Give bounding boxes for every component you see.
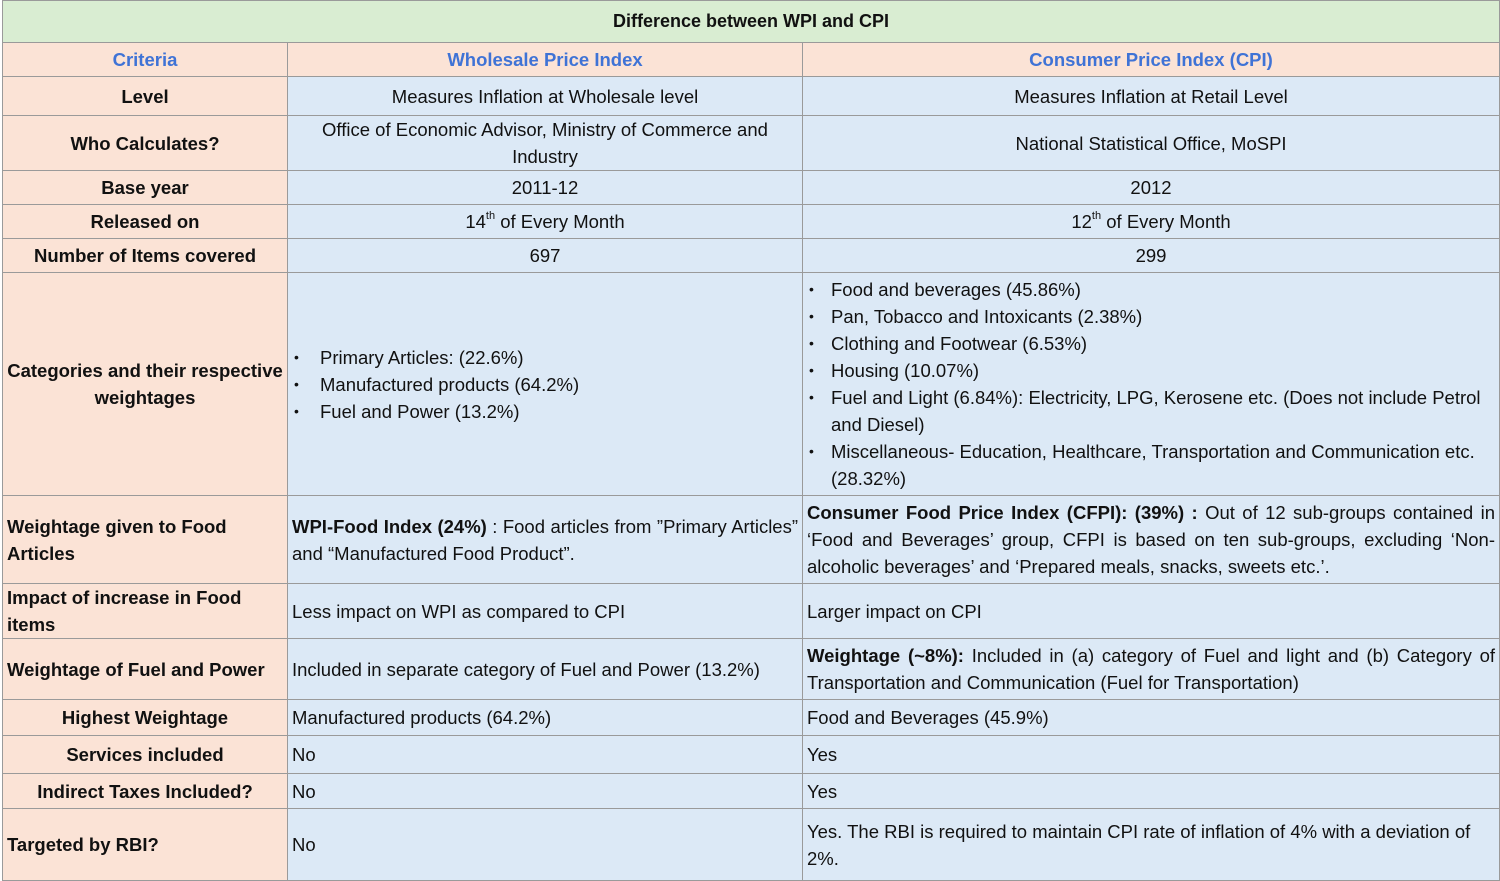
cpi-food [803, 496, 1500, 584]
row-services [3, 736, 1500, 774]
criteria-food: Weightage given to Food Articles [3, 496, 288, 584]
cpi-base-year: 2012 [803, 171, 1500, 205]
header-wpi: Wholesale Price Index [288, 43, 803, 77]
wpi-services: No [288, 736, 803, 774]
wpi-released-day: 14 [465, 211, 486, 232]
wpi-released-suffix: th [485, 209, 496, 222]
wpi-taxes: No [288, 774, 803, 809]
cpi-fuel [803, 639, 1500, 700]
cpi-released-text: of Every Month [1101, 211, 1231, 232]
list-item: • Clothing and Footwear (6.53%) [807, 330, 1495, 357]
wpi-base-year: 2011-12 [288, 171, 803, 205]
cpi-level: Measures Inflation at Retail Level [803, 77, 1500, 116]
list-item: • Food and beverages (45.86%) [807, 276, 1495, 303]
cpi-food-label: Consumer Food Price Index (CFPI): (39%) : [807, 502, 1198, 523]
wpi-food [288, 496, 803, 584]
list-item: • Housing (10.07%) [807, 357, 1495, 384]
criteria-items: Number of Items covered [3, 239, 288, 273]
wpi-category-list [292, 344, 798, 425]
header-cpi: Consumer Price Index (CPI) [803, 43, 1500, 77]
list-item: • Primary Articles: (22.6%) [292, 344, 798, 371]
wpi-food-text: : Food articles from ”Primary Articles” and “Manufactured Food Product”. [292, 515, 799, 564]
row-categories [3, 273, 1500, 496]
criteria-highest: Highest Weightage [3, 700, 288, 736]
criteria-impact: Impact of increase in Food items [3, 584, 288, 639]
wpi-food-label: WPI-Food Index (24%) [292, 515, 487, 537]
row-released [3, 205, 1500, 239]
cpi-impact: Larger impact on CPI [803, 584, 1500, 639]
header-row [3, 43, 1500, 77]
wpi-impact: Less impact on WPI as compared to CPI [288, 584, 803, 639]
cpi-released [803, 205, 1500, 239]
cpi-released-suffix: th [1091, 209, 1102, 222]
list-item: • Pan, Tobacco and Intoxicants (2.38%) [807, 303, 1495, 330]
criteria-categories: Categories and their respective weightages [3, 273, 288, 496]
cpi-fuel-text: Included in (a) category of Fuel and light and (b) Category of Transportation and Communication (Fuel for Transportation) [807, 645, 1496, 693]
row-level [3, 77, 1500, 116]
table-title: Difference between WPI and CPI [3, 1, 1500, 43]
wpi-categories [288, 273, 803, 496]
row-rbi [3, 809, 1500, 881]
criteria-who: Who Calculates? [3, 116, 288, 171]
wpi-level: Measures Inflation at Wholesale level [288, 77, 803, 116]
cpi-fuel-label: Weightage (~8%): [807, 645, 964, 666]
wpi-released-text: of Every Month [495, 211, 625, 232]
comparison-table [2, 0, 1500, 881]
cpi-who: National Statistical Office, MoSPI [803, 116, 1500, 171]
row-impact [3, 584, 1500, 639]
row-food [3, 496, 1500, 584]
row-base-year [3, 171, 1500, 205]
cpi-food-text: Out of 12 sub-groups contained in ‘Food and Beverages’ group, CFPI is based on ten sub-groups, excluding ‘Non-alcoholic beverages’ and ‘Prepared meals, snacks, sweets etc.’. [807, 502, 1496, 577]
wpi-released [288, 205, 803, 239]
wpi-rbi: No [288, 809, 803, 881]
criteria-rbi: Targeted by RBI? [3, 809, 288, 881]
cpi-highest: Food and Beverages (45.9%) [803, 700, 1500, 736]
cpi-released-day: 12 [1071, 211, 1092, 232]
row-who [3, 116, 1500, 171]
cpi-taxes: Yes [803, 774, 1500, 809]
list-item: • Miscellaneous- Education, Healthcare, Transportation and Communication etc. (28.32%) [807, 438, 1495, 492]
list-item: • Fuel and Power (13.2%) [292, 398, 798, 425]
wpi-highest: Manufactured products (64.2%) [288, 700, 803, 736]
wpi-fuel: Included in separate category of Fuel and Power (13.2%) [288, 639, 803, 700]
cpi-category-list [807, 276, 1495, 492]
row-highest [3, 700, 1500, 736]
cpi-items: 299 [803, 239, 1500, 273]
wpi-who: Office of Economic Advisor, Ministry of Commerce and Industry [288, 116, 803, 171]
criteria-services: Services included [3, 736, 288, 774]
row-fuel [3, 639, 1500, 700]
criteria-fuel: Weightage of Fuel and Power [3, 639, 288, 700]
wpi-items: 697 [288, 239, 803, 273]
list-item: • Fuel and Light (6.84%): Electricity, LPG, Kerosene etc. (Does not include Petrol and Diesel) [807, 384, 1495, 438]
criteria-taxes: Indirect Taxes Included? [3, 774, 288, 809]
criteria-released: Released on [3, 205, 288, 239]
cpi-services: Yes [803, 736, 1500, 774]
cpi-rbi: Yes. The RBI is required to maintain CPI rate of inflation of 4% with a deviation of 2%. [803, 809, 1500, 881]
row-taxes [3, 774, 1500, 809]
criteria-level: Level [3, 77, 288, 116]
cpi-categories [803, 273, 1500, 496]
title-row [3, 1, 1500, 43]
row-items [3, 239, 1500, 273]
header-criteria: Criteria [3, 43, 288, 77]
criteria-base-year: Base year [3, 171, 288, 205]
list-item: • Manufactured products (64.2%) [292, 371, 798, 398]
